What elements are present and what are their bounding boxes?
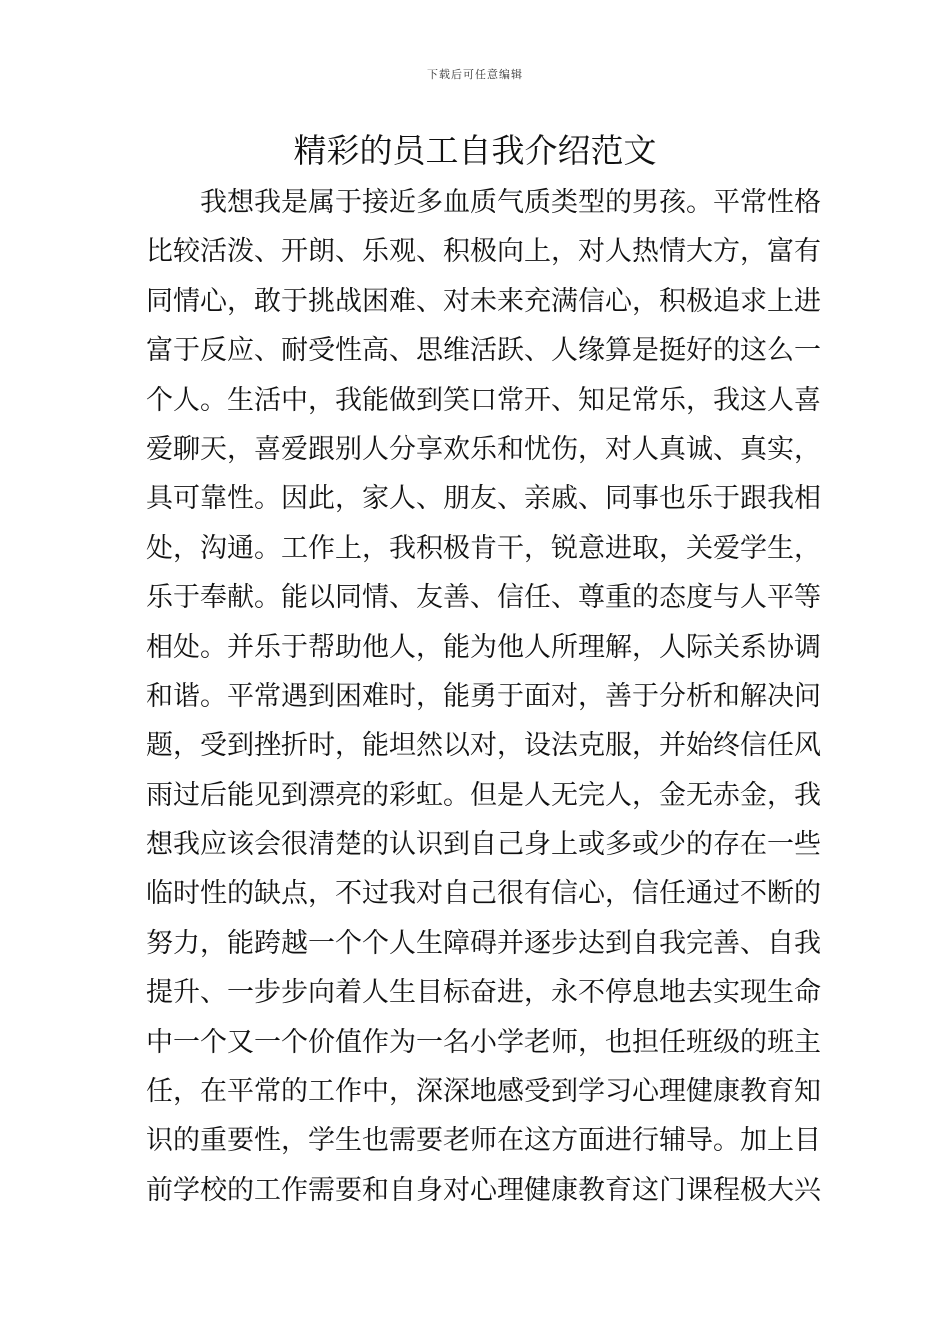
paragraph-line: 想我应该会很清楚的认识到自己身上或多或少的存在一些 [146,829,821,861]
paragraph-line: 爱聊天，喜爱跟别人分享欢乐和忧伤，对人真诚、真实， [146,433,821,465]
document-title: 精彩的员工自我介绍范文 [293,131,657,170]
page-header-note: 下载后可任意编辑 [427,68,523,81]
paragraph-line: 努力，能跨越一个个人生障碍并逐步达到自我完善、自我 [146,927,821,959]
paragraph-line: 识的重要性，学生也需要老师在这方面进行辅导。加上目 [146,1125,821,1157]
paragraph-line: 富于反应、耐受性高、思维活跃、人缘算是挺好的这么一 [146,335,821,367]
document-body [146,178,821,1215]
paragraph-line: 临时性的缺点，不过我对自己很有信心，信任通过不断的 [146,878,821,910]
paragraph-line: 提升、一步步向着人生目标奋进，永不停息地去实现生命 [146,977,821,1009]
paragraph-line: 个人。生活中，我能做到笑口常开、知足常乐，我这人喜 [146,384,821,416]
paragraph-line: 处，沟通。工作上，我积极肯干，锐意进取，关爱学生， [146,532,821,564]
paragraph-line: 和谐。平常遇到困难时，能勇于面对，善于分析和解决问 [146,680,821,712]
paragraph-line: 比较活泼、开朗、乐观、积极向上，对人热情大方，富有 [146,236,821,268]
paragraph-line: 具可靠性。因此，家人、朋友、亲戚、同事也乐于跟我相 [146,483,821,515]
paragraph-line: 题，受到挫折时，能坦然以对，设法克服，并始终信任风 [146,730,821,762]
paragraph-line: 相处。并乐于帮助他人，能为他人所理解，人际关系协调 [146,631,821,663]
paragraph-line: 中一个又一个价值作为一名小学老师，也担任班级的班主 [146,1026,821,1058]
paragraph-line: 前学校的工作需要和自身对心理健康教育这门课程极大兴 [146,1174,821,1206]
paragraph-line: 雨过后能见到漂亮的彩虹。但是人无完人，金无赤金，我 [146,779,821,811]
paragraph-line: 任，在平常的工作中，深深地感受到学习心理健康教育知 [146,1076,821,1108]
paragraph-line: 同情心，敢于挑战困难、对未来充满信心，积极追求上进 [146,285,821,317]
paragraph-line: 我想我是属于接近多血质气质类型的男孩。平常性格 [200,187,821,218]
paragraph-line: 乐于奉献。能以同情、友善、信任、尊重的态度与人平等 [146,582,821,614]
